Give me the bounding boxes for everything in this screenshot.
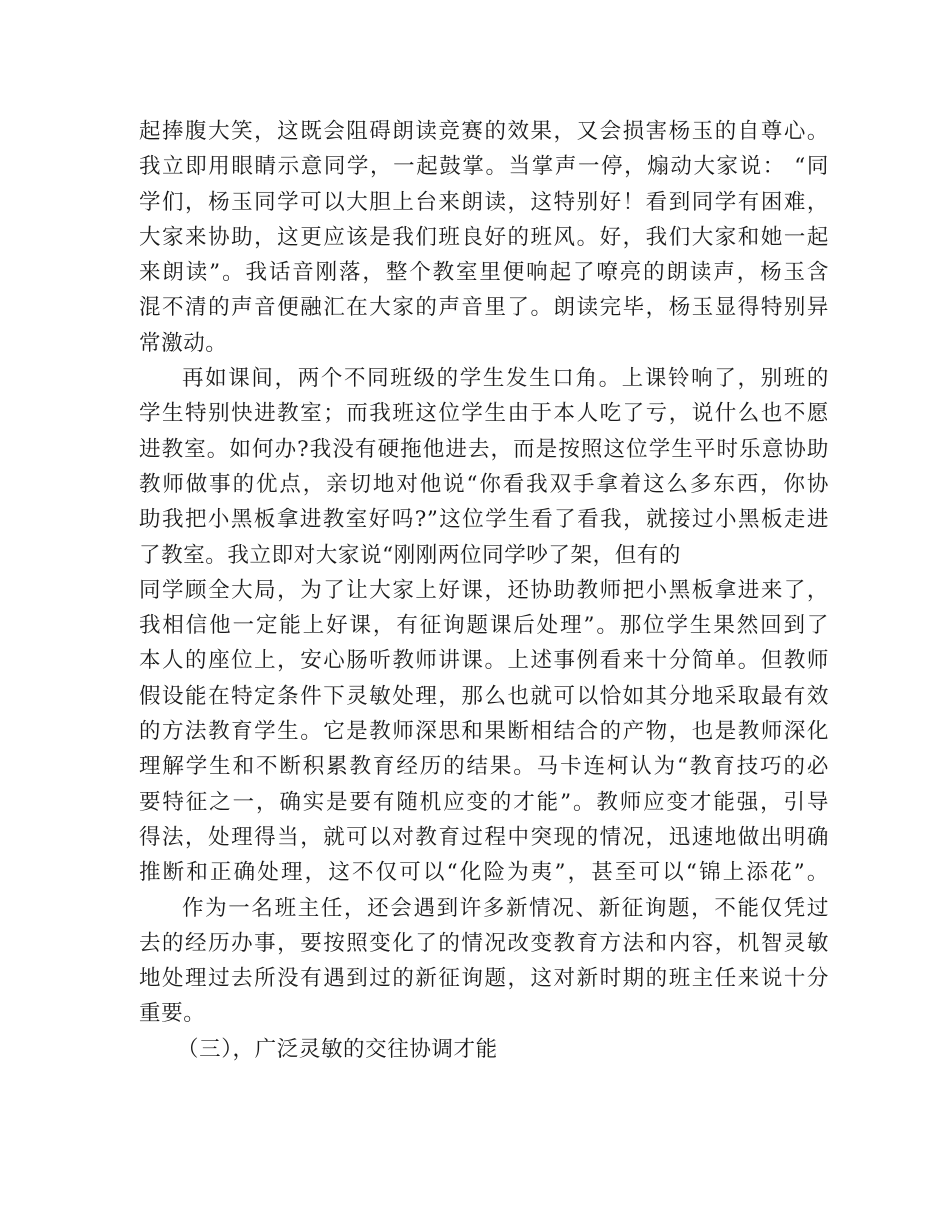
- text-line: 得法，处理得当，就可以对教育过程中突现的情况，迅速地做出明确: [139, 824, 829, 850]
- text-line: 去的经历办事，要按照变化了的情况改变教育方法和内容，机智灵敏: [139, 930, 829, 956]
- text-line: 混不清的声音便融汇在大家的声音里了。朗读完毕，杨玉显得特别异: [139, 295, 829, 321]
- text-line: 来朗读”。我话音刚落，整个教室里便响起了嘹亮的朗读声，杨玉含: [139, 260, 829, 286]
- paragraph-first-line: 再如课间，两个不同班级的学生发生口角。上课铃响了，别班的: [182, 366, 829, 392]
- text-line: 教师做事的优点，亲切地对他说“你看我双手拿着这么多东西，你协: [139, 471, 829, 497]
- text-line: 推断和正确处理，这不仅可以“化险为夷”，甚至可以“锦上添花”。: [139, 860, 829, 886]
- text-line: 假设能在特定条件下灵敏处理，那么也就可以恰如其分地采取最有效: [139, 683, 829, 709]
- text-line: 了教室。我立即对大家说“刚刚两位同学吵了架，但有的: [139, 542, 681, 568]
- text-line: 的方法教育学生。它是教师深思和果断相结合的产物，也是教师深化: [139, 719, 829, 745]
- section-heading: （三），广泛灵敏的交往协调才能: [177, 1036, 498, 1062]
- text-line: 重要。: [139, 1001, 206, 1027]
- body-text: [139, 114, 829, 1067]
- text-line: 常激动。: [139, 330, 228, 356]
- text-line: 本人的座位上，安心肠听教师讲课。上述事例看来十分简单。但教师: [139, 648, 829, 674]
- text-line: 进教室。如何办?我没有硬拖他进去，而是按照这位学生平时乐意协助: [139, 436, 829, 462]
- paragraph-first-line: 作为一名班主任，还会遇到许多新情况、新征询题，不能仅凭过: [182, 895, 829, 921]
- text-line: 学们，杨玉同学可以大胆上台来朗读，这特别好！看到同学有困难，: [139, 189, 829, 215]
- text-line: 要特征之一，确实是要有随机应变的才能”。教师应变才能强，引导: [139, 789, 829, 815]
- text-line: 起捧腹大笑，这既会阻碍朗读竞赛的效果，又会损害杨玉的自尊心。: [139, 119, 829, 144]
- text-line: 我相信他一定能上好课，有征询题课后处理”。那位学生果然回到了: [139, 613, 829, 639]
- text-line: 理解学生和不断积累教育经历的结果。马卡连柯认为“教育技巧的必: [139, 754, 829, 780]
- text-line: 助我把小黑板拿进教室好吗?”这位学生看了看我，就接过小黑板走进: [139, 507, 829, 533]
- text-line: 学生特别快进教室；而我班这位学生由于本人吃了亏，说什么也不愿: [139, 401, 829, 427]
- text-line: 地处理过去所没有遇到过的新征询题，这对新时期的班主任来说十分: [139, 966, 829, 992]
- text-line: 大家来协助，这更应该是我们班良好的班风。好，我们大家和她一起: [139, 224, 829, 250]
- text-line: 我立即用眼睛示意同学，一起鼓掌。当掌声一停，煽动大家说： “同: [139, 154, 829, 180]
- text-line: 同学顾全大局，为了让大家上好课，还协助教师把小黑板拿进来了，: [139, 577, 829, 603]
